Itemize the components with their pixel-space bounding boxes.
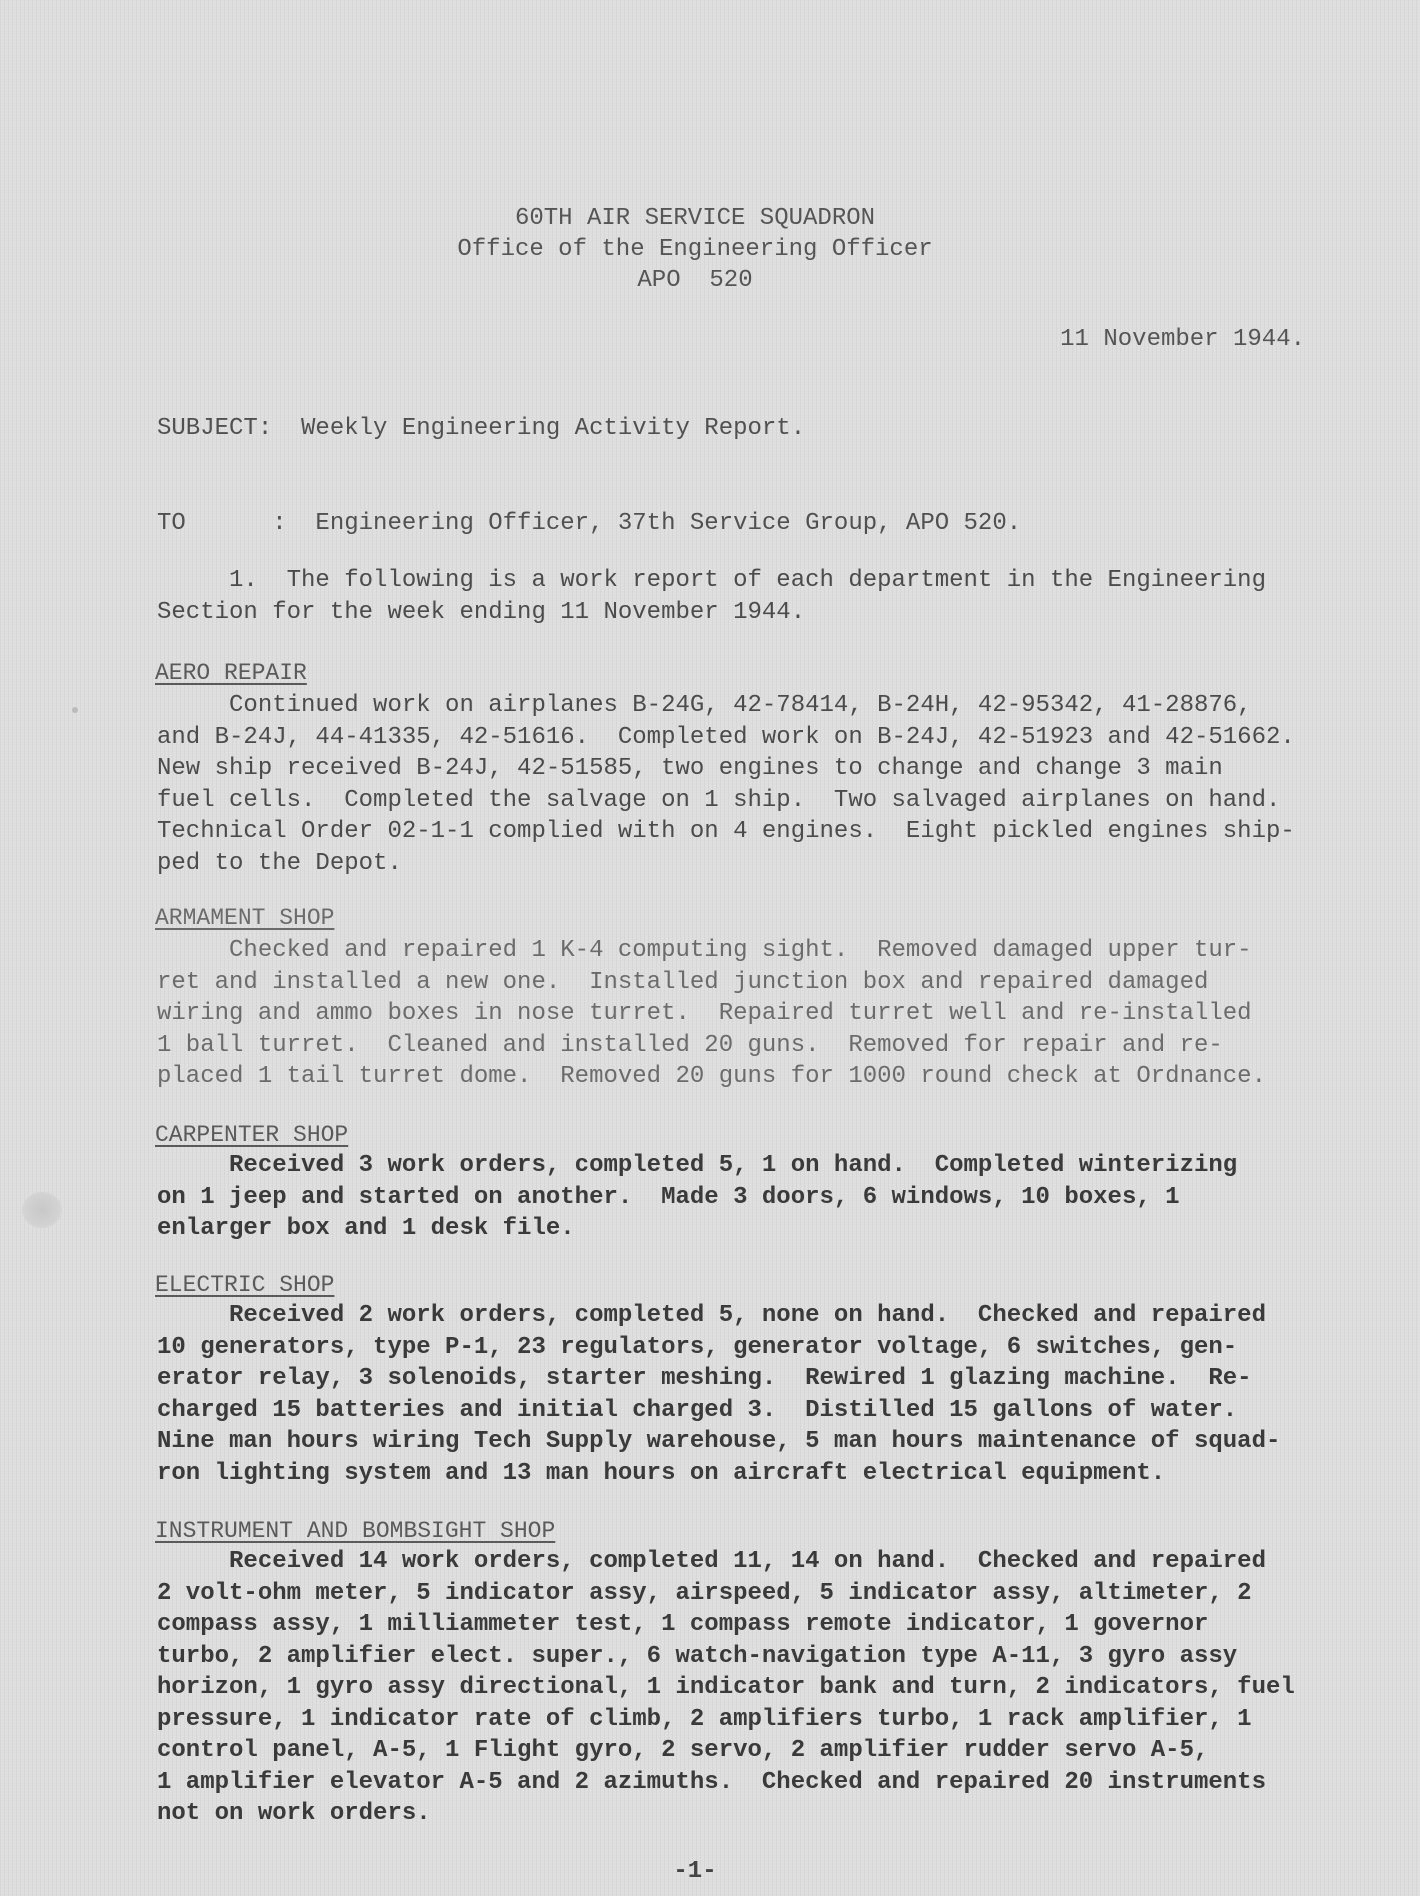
intro-line: 1. The following is a work report of each department in the Engineering [157, 567, 1266, 594]
body-line: ron lighting system and 13 man hours on aircraft electrical equipment. [157, 1459, 1166, 1487]
letterhead-office: Office of the Engineering Officer [457, 236, 933, 263]
document-date: 11 November 1944. [1060, 326, 1305, 353]
body-line: on 1 jeep and started on another. Made 3 doors, 6 windows, 10 boxes, 1 [157, 1183, 1180, 1211]
body-line: Continued work on airplanes B-24G, 42-78414, B-24H, 42-95342, 41-28876, [157, 692, 1252, 719]
section-heading-aero-repair: AERO REPAIR [155, 660, 307, 686]
body-line: Received 14 work orders, completed 11, 14 on hand. Checked and repaired [157, 1548, 1266, 1575]
body-line: Received 3 work orders, completed 5, 1 on hand. Completed winterizing [157, 1152, 1238, 1179]
body-line: fuel cells. Completed the salvage on 1 ship. Two salvaged airplanes on hand. [157, 786, 1281, 814]
punch-hole-mark [22, 1192, 62, 1228]
section-heading-electric-shop: ELECTRIC SHOP [155, 1272, 335, 1298]
body-line: 2 volt-ohm meter, 5 indicator assy, airspeed, 5 indicator assy, altimeter, 2 [157, 1579, 1252, 1607]
body-line: Technical Order 02-1-1 complied with on 4 engines. Eight pickled engines ship- [157, 818, 1295, 845]
body-line: 10 generators, type P-1, 23 regulators, generator voltage, 6 switches, gen- [157, 1333, 1238, 1361]
body-line: erator relay, 3 solenoids, starter meshing. Rewired 1 glazing machine. Re- [157, 1365, 1252, 1392]
body-line: turbo, 2 amplifier elect. super., 6 watch-navigation type A-11, 3 gyro assy [157, 1642, 1238, 1670]
body-line: New ship received B-24J, 42-51585, two engines to change and change 3 main [157, 755, 1223, 782]
body-line: 1 ball turret. Cleaned and installed 20 guns. Removed for repair and re- [157, 1031, 1223, 1059]
body-line: compass assy, 1 milliammeter test, 1 compass remote indicator, 1 governor [157, 1611, 1209, 1638]
body-line: horizon, 1 gyro assy directional, 1 indicator bank and turn, 2 indicators, fuel [157, 1674, 1295, 1701]
section-body-instrument-and-bombsight-shop [157, 1546, 1347, 1830]
body-line: ret and installed a new one. Installed junction box and repaired damaged [157, 968, 1209, 996]
body-line: ped to the Depot. [157, 849, 402, 877]
body-line: Received 2 work orders, completed 5, none on hand. Checked and repaired [157, 1302, 1266, 1329]
letterhead [0, 203, 1390, 296]
body-line: Nine man hours wiring Tech Supply warehouse, 5 man hours maintenance of squad- [157, 1428, 1281, 1455]
section-body-armament-shop [157, 935, 1347, 1093]
section-heading-carpenter-shop: CARPENTER SHOP [155, 1122, 349, 1148]
section-body-aero-repair [157, 690, 1347, 879]
to-line: TO : Engineering Officer, 37th Service Group, APO 520. [157, 510, 1022, 537]
intro-line: Section for the week ending 11 November 1944. [157, 598, 806, 626]
body-line: charged 15 batteries and initial charged 3. Distilled 15 gallons of water. [157, 1396, 1238, 1424]
paper-speck [72, 707, 78, 713]
body-line: not on work orders. [157, 1800, 431, 1827]
body-line: pressure, 1 indicator rate of climb, 2 amplifiers turbo, 1 rack amplifier, 1 [157, 1705, 1252, 1733]
section-body-carpenter-shop [157, 1150, 1347, 1245]
body-line: 1 amplifier elevator A-5 and 2 azimuths. Checked and repaired 20 instruments [157, 1768, 1266, 1796]
body-line: control panel, A-5, 1 Flight gyro, 2 servo, 2 amplifier rudder servo A-5, [157, 1737, 1209, 1764]
letterhead-apo: APO 520 [637, 267, 753, 294]
page-number: -1- [673, 1858, 717, 1885]
body-line: Checked and repaired 1 K-4 computing sight. Removed damaged upper tur- [157, 937, 1252, 964]
body-line: enlarger box and 1 desk file. [157, 1215, 575, 1242]
intro-paragraph [157, 565, 1347, 628]
section-body-electric-shop [157, 1300, 1347, 1489]
body-line: placed 1 tail turret dome. Removed 20 guns for 1000 round check at Ordnance. [157, 1063, 1266, 1090]
section-heading-armament-shop: ARMAMENT SHOP [155, 905, 335, 931]
section-heading-instrument-and-bombsight-shop: INSTRUMENT AND BOMBSIGHT SHOP [155, 1518, 556, 1544]
subject-line: SUBJECT: Weekly Engineering Activity Report. [157, 415, 806, 442]
letterhead-unit: 60TH AIR SERVICE SQUADRON [514, 205, 876, 232]
body-line: wiring and ammo boxes in nose turret. Repaired turret well and re-installed [157, 1000, 1252, 1027]
body-line: and B-24J, 44-41335, 42-51616. Completed work on B-24J, 42-51923 and 42-51662. [157, 723, 1295, 751]
